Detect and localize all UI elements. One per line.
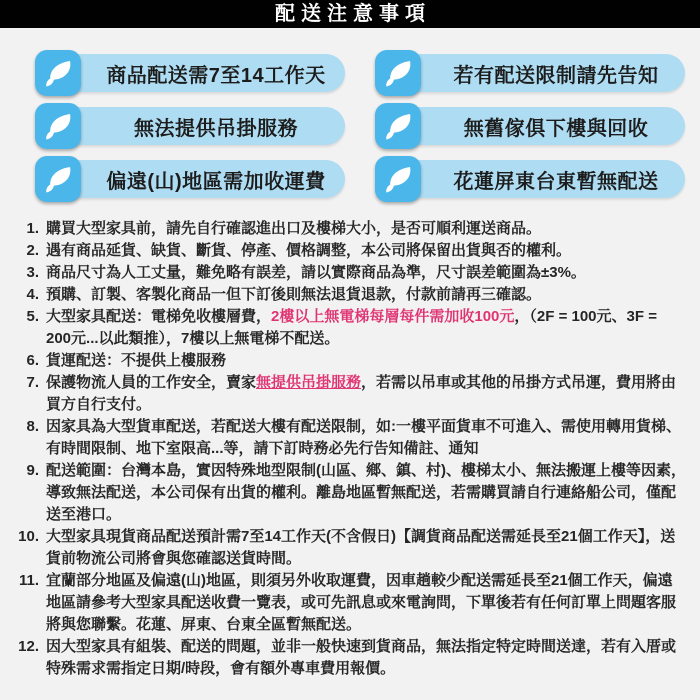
note-item bbox=[12, 570, 686, 636]
note-text: 大型家具配送：電梯免收樓層費，2樓以上無電梯每層每件需加收100元，（2F = 100元、3F = 200元...以此類推），7樓以上無電梯不配送。 bbox=[46, 308, 657, 347]
note-item bbox=[12, 460, 686, 526]
page-header bbox=[0, 0, 700, 28]
leaf-icon bbox=[375, 156, 421, 202]
info-badge-no-hoisting bbox=[35, 103, 345, 149]
note-item bbox=[12, 416, 686, 460]
note-number: 10. bbox=[18, 528, 39, 545]
info-badge-restriction-notice bbox=[375, 50, 685, 96]
note-number: 9. bbox=[26, 462, 39, 479]
delivery-notes-list bbox=[0, 218, 700, 680]
note-text: 貨運配送：不提供上樓服務 bbox=[46, 352, 227, 369]
note-text: 宜蘭部分地區及偏遠(山)地區，則須另外收取運費，因車趟較少配送需延長至21個工作天，偏遠地區請參考大型家具配送收費一覽表，或可先訊息或來電詢問，下單後若有任何訂單上問題客服將與您聯繫。花蓮、屏東、台東全區暫無配送。 bbox=[46, 572, 677, 633]
badge-grid bbox=[0, 28, 700, 202]
info-badge-no-old-furniture bbox=[375, 103, 685, 149]
note-text: 遇有商品延貨、缺貨、斷貨、停產、價格調整，本公司將保留出貨與否的權利。 bbox=[46, 242, 572, 259]
note-item bbox=[12, 240, 686, 262]
note-item bbox=[12, 306, 686, 350]
note-text: 預購、訂製、客製化商品一但下訂後則無法退貨退款，付款前請再三確認。 bbox=[46, 286, 542, 303]
note-text: 商品尺寸為人工丈量，難免略有誤差，請以實際商品為準，尺寸誤差範圍為±3%。 bbox=[46, 264, 586, 281]
note-number: 5. bbox=[26, 308, 39, 325]
badge-label: 商品配送需7至14工作天 bbox=[106, 64, 326, 87]
info-badge-no-east-delivery bbox=[375, 156, 685, 202]
leaf-icon bbox=[35, 156, 81, 202]
note-text: 因家具為大型貨車配送，若配送大樓有配送限制，如:一樓平面貨車不可進入、需使用轉用貨梯、有時間限制、地下室限高...等，請下訂時務必先行告知備註、通知 bbox=[46, 418, 681, 457]
leaf-icon bbox=[35, 103, 81, 149]
info-badge-delivery-days bbox=[35, 50, 345, 96]
note-item bbox=[12, 526, 686, 570]
note-number: 8. bbox=[26, 418, 39, 435]
leaf-icon bbox=[375, 103, 421, 149]
note-text: 大型家具現貨商品配送預計需7至14工作天(不含假日)【調貨商品配送需延長至21個工作天】，送貨前物流公司將會與您確認送貨時間。 bbox=[46, 528, 676, 567]
badge-label: 無舊傢俱下樓與回收 bbox=[463, 117, 649, 140]
badge-label: 偏遠(山)地區需加收運費 bbox=[106, 170, 326, 193]
note-item bbox=[12, 218, 686, 240]
note-item bbox=[12, 284, 686, 306]
note-number: 7. bbox=[26, 374, 39, 391]
note-item bbox=[12, 262, 686, 284]
note-text: 購買大型家具前，請先自行確認進出口及樓梯大小，是否可順利運送商品。 bbox=[46, 220, 542, 237]
note-number: 2. bbox=[26, 242, 39, 259]
note-item bbox=[12, 372, 686, 416]
note-number: 11. bbox=[18, 572, 39, 589]
badge-label: 若有配送限制請先告知 bbox=[453, 64, 659, 87]
note-text: 配送範圍：台灣本島，實因特殊地型限制(山區、鄉、鎮、村)、樓梯太小、無法搬運上樓等因素，導致無法配送，本公司保有出貨的權利。離島地區暫無配送，若需購買請自行連絡船公司，僅配送至港口。 bbox=[46, 462, 686, 523]
leaf-icon bbox=[35, 50, 81, 96]
note-text: 因大型家具有組裝、配送的問題，並非一般快速到貨商品，無法指定特定時間送達，若有入厝或特殊需求需指定日期/時段，會有額外專車費用報價。 bbox=[46, 638, 677, 677]
page-title: 配送注意事項 bbox=[275, 3, 431, 25]
note-number: 6. bbox=[26, 352, 39, 369]
leaf-icon bbox=[375, 50, 421, 96]
note-text: 保護物流人員的工作安全，賣家無提供吊掛服務，若需以吊車或其他的吊掛方式吊運，費用將由買方自行支付。 bbox=[46, 374, 677, 413]
info-badge-remote-fee bbox=[35, 156, 345, 202]
note-number: 12. bbox=[18, 638, 39, 655]
badge-label: 花蓮屏東台東暫無配送 bbox=[453, 170, 659, 193]
note-number: 3. bbox=[26, 264, 39, 281]
note-number: 1. bbox=[26, 220, 39, 237]
note-number: 4. bbox=[26, 286, 39, 303]
badge-label: 無法提供吊掛服務 bbox=[134, 117, 298, 140]
note-item bbox=[12, 350, 686, 372]
note-item bbox=[12, 636, 686, 680]
